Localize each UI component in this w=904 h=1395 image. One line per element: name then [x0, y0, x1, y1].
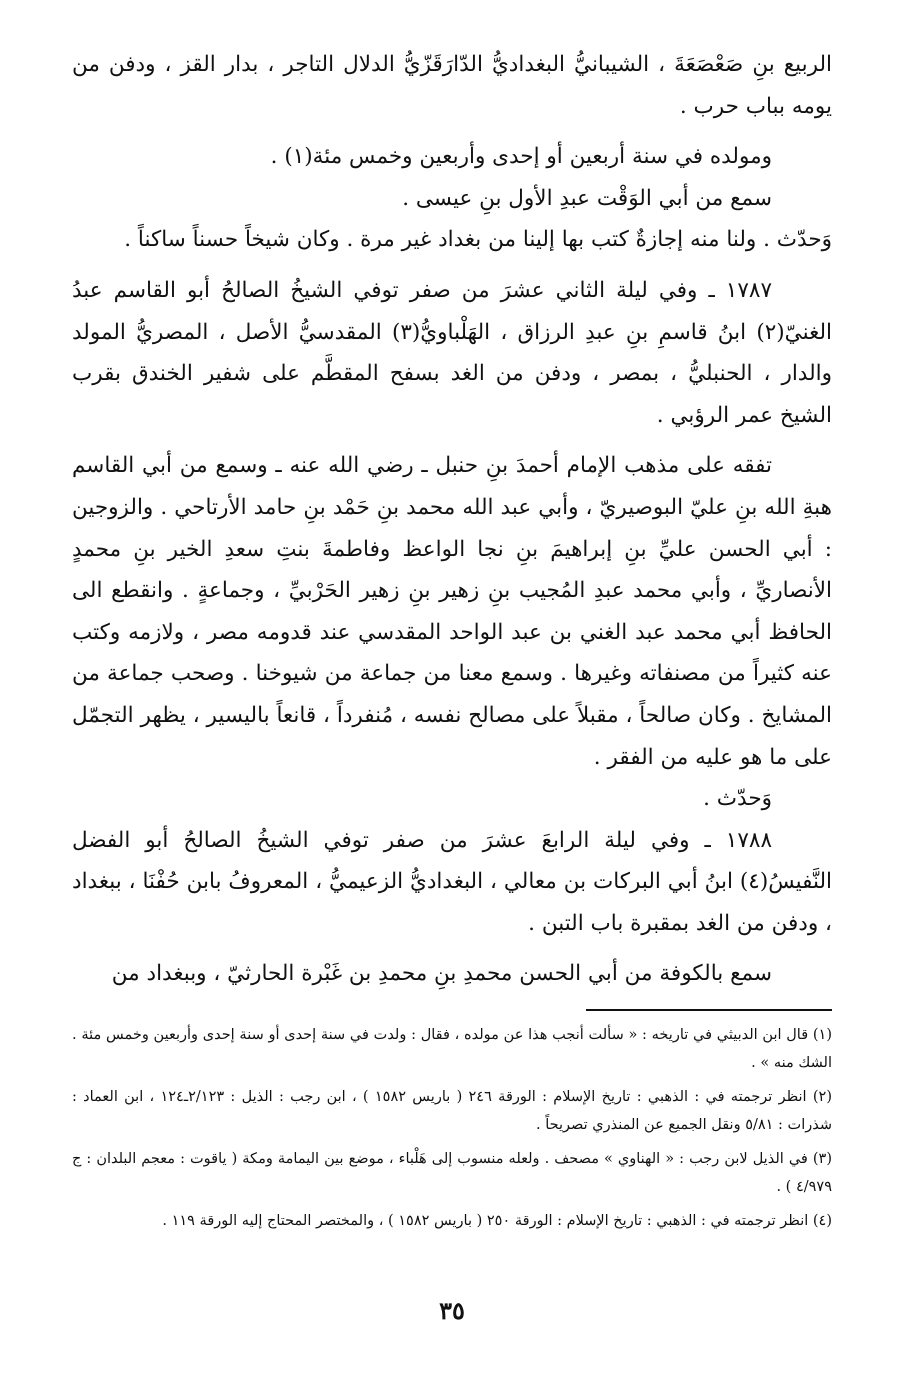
paragraph-entry-1787: ١٧٨٧ ـ وفي ليلة الثاني عشرَ من صفر توفي الشيخُ الصالحُ أبو القاسم عبدُ الغنيّ(٢) ابنُ قاسمِ بنِ عبدِ الرزاق ، الهَلْباويُّ(٣) المقدسيُّ الأصل ، المصريُّ المولد والدار ، الحنبليُّ ، بمصر ، ودفن من الغد بسفح المقطَّم على شفير الخندق بقرب الشيخ عمر الرؤبي . — [72, 277, 832, 428]
paragraph-narrated-short: وَحدّث . — [703, 786, 772, 812]
footnotes — [72, 1021, 832, 1235]
footnote-1: (١) قال ابن الدبيثي في تاريخه : « سألت أنجب هذا عن مولده ، فقال : ولدت في سنة إحدى أو سنة إحدى وأربعين وخمس مئة . الشك منه » . — [72, 1027, 832, 1072]
paragraph-narrated: وَحدّث . ولنا منه إجازةٌ كتب بها إلينا من بغداد غير مرة . وكان شيخاً حسناً ساكناً . — [124, 227, 832, 253]
document-page — [72, 44, 832, 1241]
paragraph-birth: ومولده في سنة أربعين أو إحدى وأربعين وخمس مئة(١) . — [270, 144, 772, 170]
paragraph-entry-1788: ١٧٨٨ ـ وفي ليلة الرابعَ عشرَ من صفر توفي الشيخُ الصالحُ أبو الفضل النَّفيسُ(٤) ابنُ أبي البركات بن معالي ، البغداديُّ الزعيميُّ ، المعروفُ بابن حُفْنَا ، ببغداد ، ودفن من الغد بمقبرة باب التبن . — [72, 827, 832, 936]
footnote-4: (٤) انظر ترجمته في : الذهبي : تاريخ الإسلام : الورقة ٢٥٠ ( باريس ١٥٨٢ ) ، والمختصر المحتاج إليه الورقة ١١٩ . — [162, 1213, 832, 1230]
paragraph-education: تفقه على مذهب الإمام أحمدَ بنِ حنبل ـ رضي الله عنه ـ وسمع من أبي القاسم هبةِ الله بنِ عليّ البوصيريّ ، وأبي عبد الله محمد بنِ حَمْد بنِ حامد الأرتاحي . والزوجين : أبي الحسن عليِّ بنِ إبراهيمَ بنِ نجا الواعظ وفاطمةَ بنتِ سعدِ الخير بنِ محمدٍ الأنصاريِّ ، وأبي محمد عبدِ المُجيب بنِ زهير بنِ زهير الحَرْبيِّ ، وجماعةٍ . وانقطع الى الحافظ أبي محمد عبد الغني بن عبد الواحد المقدسي عند قدومه مصر ، ولازمه وكتب عنه كثيراً من مصنفاته وغيرها . وسمع معنا من جماعة من شيوخنا . وصحب جماعة من المشايخ . وكان صالحاً ، مقبلاً على مصالح نفسه ، مُنفرداً ، قانعاً باليسير ، يظهر التجمّل على ما هو عليه من الفقر . — [72, 453, 832, 770]
page-number: ٣٥ — [439, 1296, 465, 1325]
paragraph-heard-kufa: سمع بالكوفة من أبي الحسن محمدِ بنِ محمدِ بن غَبْرة الحارثيّ ، وببغداد من — [111, 961, 772, 987]
main-text — [72, 44, 832, 995]
footnote-3: (٣) في الذيل لابن رجب : « الهناوي » مصحف . ولعله منسوب إلى هَلْباء ، موضع بين اليمامة ومكة ( ياقوت : معجم البلدان : ج ٤/٩٧٩ ) . — [72, 1151, 832, 1196]
paragraph-heard-from: سمع من أبي الوَقْت عبدِ الأول بنِ عيسى . — [402, 185, 772, 211]
footnote-2: (٢) انظر ترجمته في : الذهبي : تاريخ الإسلام : الورقة ٢٤٦ ( باريس ١٥٨٢ ) ، ابن رجب : الذيل : ٢/١٢٣ـ١٢٤ ، ابن العماد : شذرات : ٥/٨١ ونقل الجميع عن المنذري تصريحاً . — [72, 1089, 832, 1134]
paragraph-continuation: الربيع بنِ صَعْصَعَةَ ، الشيبانيُّ البغداديُّ الدّارَقَزّيُّ الدلال التاجر ، بدار القز ، ودفن من يومه بباب حرب . — [72, 52, 832, 119]
footnote-divider — [586, 1009, 832, 1011]
